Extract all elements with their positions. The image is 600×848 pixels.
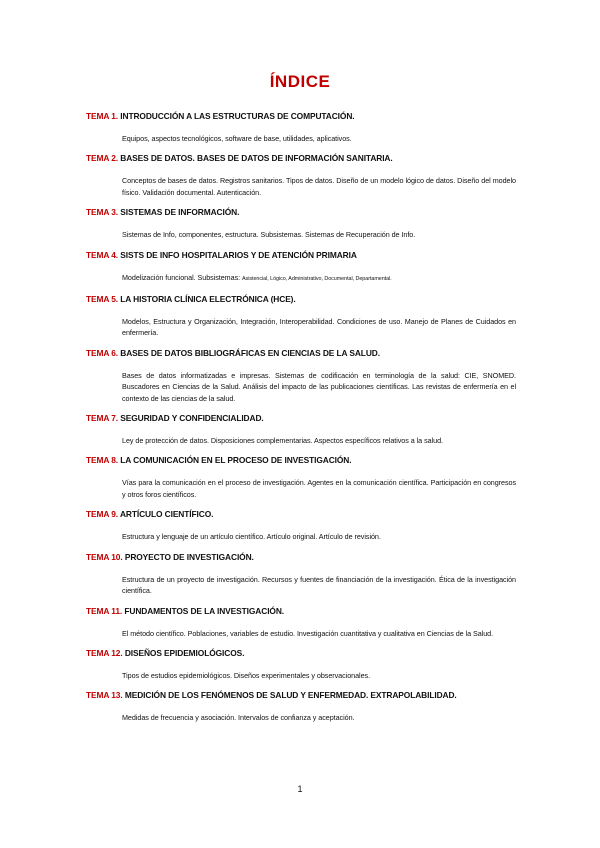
topic-description: Ley de protección de datos. Disposiciones complementarias. Aspectos específicos relativos a la salud. — [122, 436, 443, 446]
topic-description: Bases de datos informatizadas e impresas. Sistemas de codificación en terminología de la salud: CIE, SNOMED. Buscadores en Ciencias de la Salud. Análisis del impacto de las publicaciones científicas. Las revistas de enfermería en el contexto de las ciencias de la salud. — [122, 370, 516, 403]
topic-description: Medidas de frecuencia y asociación. Intervalos de confianza y aceptación. — [122, 713, 355, 723]
topic-description: Equipos, aspectos tecnológicos, software de base, utilidades, aplicativos. — [122, 134, 352, 143]
topic-number: TEMA 12. — [86, 647, 123, 658]
toc-entry — [86, 207, 516, 240]
topic-number: TEMA 3. — [86, 207, 119, 218]
topic-number: TEMA 6. — [86, 347, 119, 358]
toc-entry — [86, 552, 516, 597]
topic-number: TEMA 8. — [86, 455, 119, 466]
topic-description: Sistemas de Info, componentes, estructura. Subsistemas. Sistemas de Recuperación de Info. — [122, 230, 416, 240]
toc-entry — [86, 348, 516, 404]
topic-title: SEGURIDAD Y CONFIDENCIALIDAD. — [120, 413, 264, 424]
toc-entry — [86, 153, 516, 198]
topic-title: BASES DE DATOS. BASES DE DATOS DE INFORMACIÓN SANITARIA. — [120, 153, 393, 164]
topic-number: TEMA 10. — [86, 551, 123, 562]
topic-heading — [86, 690, 516, 701]
topic-description-main: Modelización funcional. Subsistemas: — [122, 272, 241, 282]
page-number: 1 — [297, 784, 303, 794]
topic-title: ARTÍCULO CIENTÍFICO. — [119, 509, 214, 520]
topic-title: MEDICIÓN DE LOS FENÓMENOS DE SALUD Y ENFERMEDAD. EXTRAPOLABILIDAD. — [124, 690, 457, 701]
topic-title: INTRODUCCIÓN A LAS ESTRUCTURAS DE COMPUTACIÓN. — [120, 111, 355, 121]
topic-number: TEMA 4. — [86, 249, 119, 260]
topic-number: TEMA 5. — [86, 294, 119, 305]
topic-number: TEMA 1. — [86, 111, 119, 121]
topic-heading — [86, 413, 516, 424]
topic-heading — [86, 111, 516, 122]
topic-heading — [86, 455, 516, 466]
toc-entry — [86, 294, 516, 339]
toc-entry — [86, 648, 516, 681]
topic-description: El método científico. Poblaciones, variables de estudio. Investigación cuantitativa y cualitativa en Ciencias de la Salud. — [122, 628, 494, 638]
topic-description — [122, 272, 516, 285]
topic-number: TEMA 9. — [86, 509, 119, 520]
topic-description: Estructura de un proyecto de investigación. Recursos y fuentes de financiación de la investigación. Ética de la investigación científica. — [122, 574, 516, 596]
page-title: ÍNDICE — [269, 72, 331, 91]
topic-title: BASES DE DATOS BIBLIOGRÁFICAS EN CIENCIAS DE LA SALUD. — [120, 347, 380, 358]
topic-title: FUNDAMENTOS DE LA INVESTIGACIÓN. — [124, 605, 285, 616]
toc-entry — [86, 250, 516, 285]
topic-title: SISTEMAS DE INFORMACIÓN. — [120, 207, 240, 218]
topic-description: Tipos de estudios epidemiológicos. Diseños experimentales y observacionales. — [122, 670, 371, 680]
topic-heading — [86, 294, 516, 305]
topic-description: Estructura y lenguaje de un artículo científico. Artículo original. Artículo de revisión. — [122, 532, 381, 542]
topic-number: TEMA 2. — [86, 153, 119, 164]
topic-heading — [86, 606, 516, 617]
topic-heading — [86, 552, 516, 563]
topic-number: TEMA 11. — [86, 605, 123, 616]
table-of-contents — [86, 111, 516, 724]
topic-title: DISEÑOS EPIDEMIOLÓGICOS. — [124, 647, 245, 658]
toc-entry — [86, 509, 516, 542]
topic-heading — [86, 648, 516, 659]
topic-heading — [86, 153, 516, 164]
toc-entry — [86, 455, 516, 500]
topic-number: TEMA 13. — [86, 690, 123, 701]
topic-title: LA COMUNICACIÓN EN EL PROCESO DE INVESTIGACIÓN. — [120, 455, 352, 466]
toc-entry — [86, 111, 516, 144]
topic-number: TEMA 7. — [86, 413, 119, 424]
topic-description: Vías para la comunicación en el proceso de investigación. Agentes en la comunicación científica. Participación en congresos y otros foros científicos. — [122, 478, 516, 499]
toc-entry — [86, 413, 516, 446]
topic-title: SISTS DE INFO HOSPITALARIOS Y DE ATENCIÓN PRIMARIA — [120, 249, 357, 260]
topic-heading — [86, 509, 516, 520]
topic-description: Conceptos de bases de datos. Registros sanitarios. Tipos de datos. Diseño de un modelo lógico de datos. Diseño del modelo físico. Validación documental. Autenticación. — [122, 176, 516, 197]
topic-heading — [86, 250, 516, 261]
topic-heading — [86, 348, 516, 359]
toc-entry — [86, 606, 516, 639]
topic-title: LA HISTORIA CLÍNICA ELECTRÓNICA (HCE). — [120, 294, 296, 305]
topic-description: Modelos, Estructura y Organización, Integración, Interoperabilidad. Condiciones de uso. Manejo de Planes de Cuidados en enfermería. — [122, 317, 516, 338]
topic-title: PROYECTO DE INVESTIGACIÓN. — [124, 551, 254, 562]
topic-description-small: Asistencial, Lógico, Administrativo, Documental, Departamental. — [242, 275, 392, 282]
topic-heading — [86, 207, 516, 218]
toc-entry — [86, 690, 516, 723]
